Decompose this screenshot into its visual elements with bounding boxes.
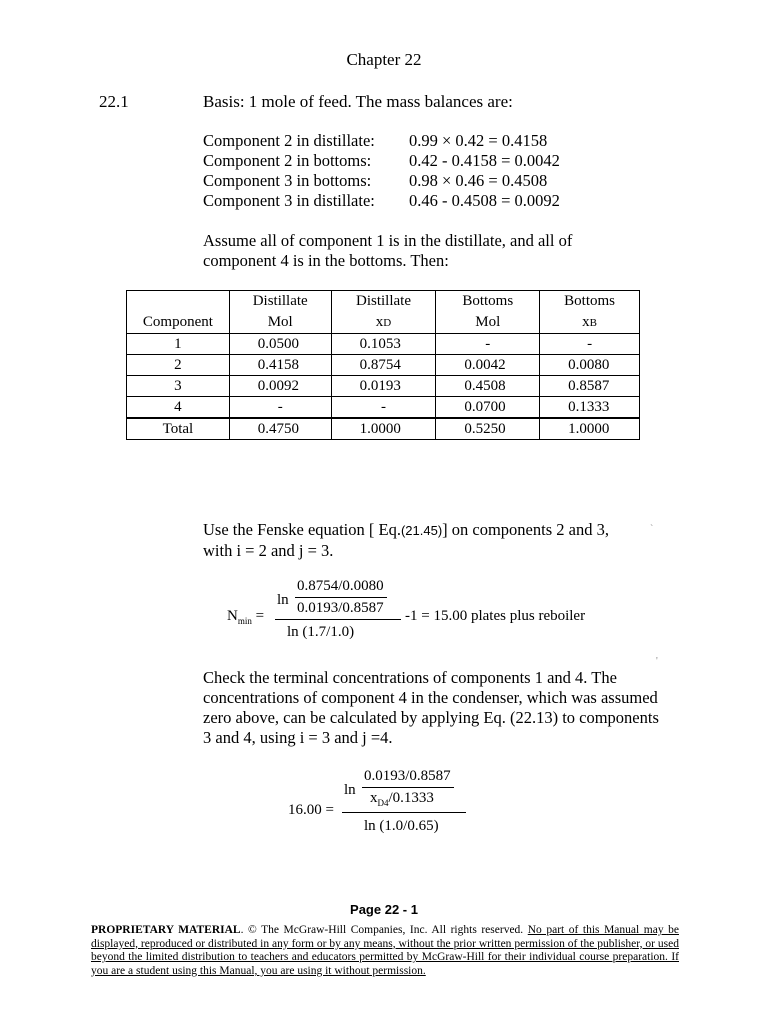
chapter-title: Chapter 22 — [346, 50, 422, 69]
table-header-cell: Component — [127, 312, 230, 334]
table-cell: - — [331, 397, 436, 419]
table-header-cell: Distillate — [331, 291, 436, 313]
equation-reference: (21.45) — [400, 523, 443, 538]
check-paragraph: Check the terminal concentrations of components 1 and 4. The concentrations of component 4 in the condenser, which was assumed zero above, can be calculated by applying Eq. (22.13) to components 3 and 4, using i = 3 and j =4. — [203, 668, 659, 747]
main-fraction-bar — [342, 812, 466, 813]
mass-balance-row — [203, 171, 623, 191]
mass-balance-label: Component 2 in distillate: — [203, 131, 375, 150]
scan-mark: ' — [656, 656, 658, 667]
mass-balance-label: Component 2 in bottoms: — [203, 151, 372, 170]
assumption-paragraph: Assume all of component 1 is in the distillate, and all of component 4 is in the bottoms. Then: — [203, 231, 573, 270]
table-cell: 1 — [127, 334, 230, 355]
mass-balance-label: Component 3 in distillate: — [203, 191, 375, 210]
xb-symbol: x — [582, 313, 590, 330]
table-cell: - — [436, 334, 540, 355]
table-cell: 0.8587 — [540, 376, 640, 397]
table-cell: 4 — [127, 397, 230, 419]
table-cell: 0.1333 — [540, 397, 640, 419]
ln-label: ln — [344, 782, 356, 798]
table-cell: - — [229, 397, 331, 419]
fenske-intro-text-end: ] on components 2 and 3, — [442, 520, 609, 539]
mass-balance-row — [203, 131, 623, 151]
table-header-cell: Mol — [229, 312, 331, 334]
table-header-row — [127, 291, 640, 313]
inner-numerator: 0.0193/0.8587 — [364, 768, 451, 784]
nmin-subscript: min — [237, 616, 252, 626]
table-cell: 0.4158 — [229, 355, 331, 376]
fenske-intro — [203, 520, 663, 561]
table-cell: 0.0080 — [540, 355, 640, 376]
fenske-result: -1 = 15.00 plates plus reboiler — [405, 608, 586, 624]
xd4-rest: /0.1333 — [388, 790, 434, 806]
problem-number: 22.1 — [99, 92, 129, 111]
table-row — [127, 376, 640, 397]
table-header-cell — [331, 312, 436, 334]
table-header-cell: Distillate — [229, 291, 331, 313]
table-cell: Total — [127, 418, 230, 440]
table-cell: 0.0092 — [229, 376, 331, 397]
xd4-symbol: x — [370, 790, 378, 806]
table-cell: 0.0193 — [331, 376, 436, 397]
mass-balance-row — [203, 191, 623, 211]
table-row — [127, 397, 640, 419]
xd4-subscript: D4 — [377, 798, 389, 808]
inner-denominator — [370, 790, 434, 808]
page-number: Page 22 - 1 — [350, 902, 418, 917]
table-total-row — [127, 418, 640, 440]
nmin-letter: N — [227, 608, 238, 624]
basis-statement: Basis: 1 mole of feed. The mass balances are: — [203, 92, 513, 111]
fenske-intro-text: Use the Fenske equation [ Eq. — [203, 520, 401, 539]
nmin-symbol — [227, 608, 264, 626]
mass-balance-value: 0.98 × 0.46 = 0.4508 — [409, 171, 548, 190]
main-denominator: ln (1.7/1.0) — [287, 624, 355, 640]
fenske-intro-line1 — [203, 520, 663, 541]
table-cell: 0.4508 — [436, 376, 540, 397]
table-header-cell: Bottoms — [436, 291, 540, 313]
ln-label: ln — [277, 592, 289, 608]
fenske-intro-line2: with i = 2 and j = 3. — [203, 541, 334, 560]
table-cell: 0.4750 — [229, 418, 331, 440]
mass-balance-label: Component 3 in bottoms: — [203, 171, 372, 190]
table-cell: 3 — [127, 376, 230, 397]
table-cell: 1.0000 — [540, 418, 640, 440]
condenser-equation — [288, 768, 548, 838]
footer-bold: PROPRIETARY MATERIAL — [91, 924, 241, 936]
footer-plain: . © The McGraw-Hill Companies, Inc. All rights reserved. — [240, 924, 528, 936]
inner-fraction-bar — [362, 787, 454, 788]
main-fraction-bar — [275, 619, 401, 620]
table-cell: 0.5250 — [436, 418, 540, 440]
table-header-cell — [127, 291, 230, 313]
main-denominator: ln (1.0/0.65) — [364, 818, 439, 834]
scan-mark: ` — [650, 524, 654, 535]
copyright-footer — [91, 924, 679, 978]
mass-balance-value: 0.42 - 0.4158 = 0.0042 — [409, 151, 560, 170]
component-table — [126, 290, 640, 440]
xd-symbol: x — [375, 313, 384, 330]
footer-underlined: No part of this Manual may be displayed, reproduced or distributed in any form or by any means, without the prior written permission of the publisher, or used beyond the limited distribution to teachers and educators permitted by McGraw-Hill for their individual course preparation. If you are a student using this Manual, you are using it without permission. — [91, 924, 679, 977]
table-cell: 2 — [127, 355, 230, 376]
table-cell: 0.0700 — [436, 397, 540, 419]
xd-subscript: D — [383, 316, 392, 329]
table-cell: 0.8754 — [331, 355, 436, 376]
mass-balance-value: 0.99 × 0.42 = 0.4158 — [409, 131, 548, 150]
table-row — [127, 355, 640, 376]
table-header-cell: Mol — [436, 312, 540, 334]
table-header-cell: Bottoms — [540, 291, 640, 313]
table-cell: 0.0042 — [436, 355, 540, 376]
inner-fraction-bar — [295, 597, 387, 598]
mass-balance-row — [203, 151, 623, 171]
xb-subscript: B — [589, 316, 597, 329]
table-cell: - — [540, 334, 640, 355]
inner-numerator: 0.8754/0.0080 — [297, 578, 384, 594]
equation-lhs: 16.00 = — [288, 802, 334, 818]
table-row — [127, 334, 640, 355]
nmin-equals: = — [251, 608, 265, 624]
mass-balance-value: 0.46 - 0.4508 = 0.0092 — [409, 191, 560, 210]
inner-denominator: 0.0193/0.8587 — [297, 600, 384, 616]
table-header-row — [127, 312, 640, 334]
table-cell: 0.1053 — [331, 334, 436, 355]
table-cell: 0.0500 — [229, 334, 331, 355]
table-cell: 1.0000 — [331, 418, 436, 440]
table-header-cell — [540, 312, 640, 334]
fenske-equation — [227, 578, 647, 648]
